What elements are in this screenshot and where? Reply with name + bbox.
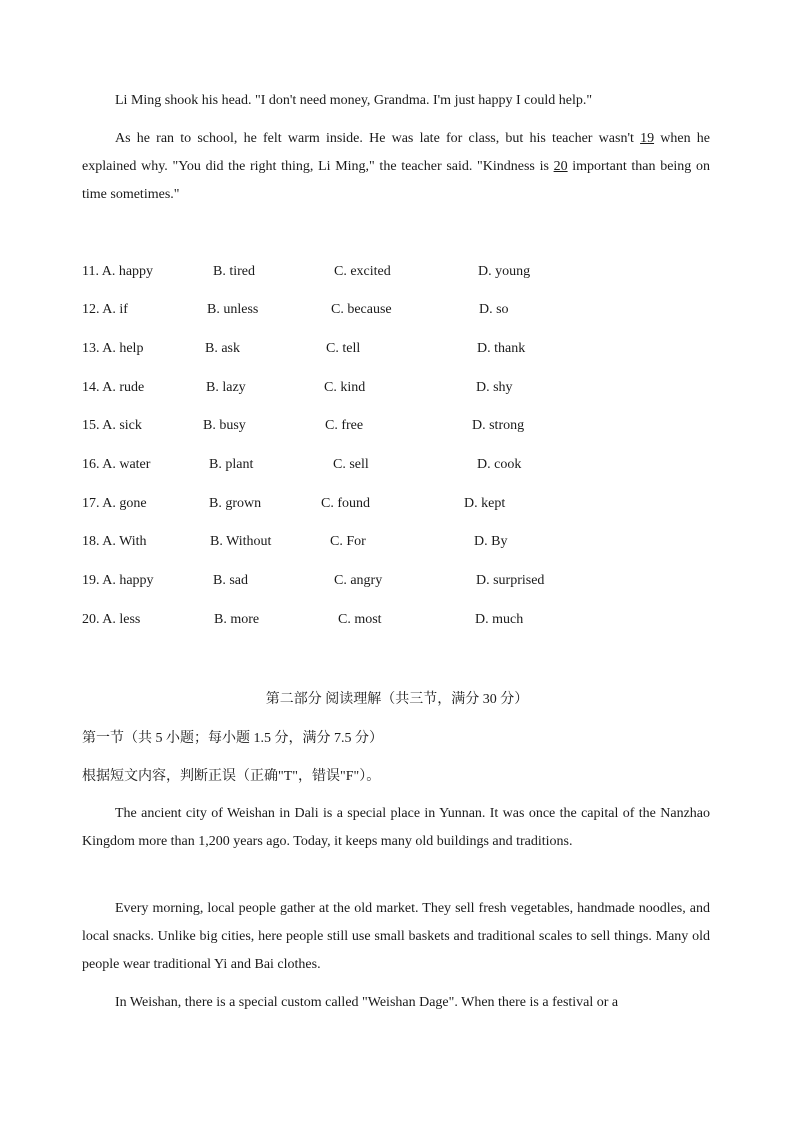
option-b: B. plant xyxy=(209,457,254,472)
option-a: 16. A. water xyxy=(82,457,151,472)
part2-title: 第二部分 阅读理解（共三节，满分 30 分） xyxy=(265,692,529,707)
passage-text: when he explained why. "You did the right thing, Li Ming," the teacher said. "Kindness is xyxy=(82,131,711,174)
passage-paragraph-2 xyxy=(82,125,710,209)
option-d: D. surprised xyxy=(476,573,545,588)
option-b: B. busy xyxy=(203,418,246,433)
option-c: C. angry xyxy=(334,573,383,588)
passage-paragraph-1: Li Ming shook his head. "I don't need money, Grandma. I'm just happy I could help." xyxy=(115,93,593,108)
option-c: C. found xyxy=(321,496,370,511)
section1-heading: 第一节（共 5 小题；每小题 1.5 分，满分 7.5 分） xyxy=(82,731,383,746)
option-c: C. because xyxy=(331,302,392,317)
blank-19: 19 xyxy=(640,131,655,146)
option-b: B. sad xyxy=(213,573,248,588)
option-d: D. young xyxy=(478,264,531,279)
option-a: 18. A. With xyxy=(82,534,147,549)
question-options xyxy=(0,457,794,477)
question-options xyxy=(0,612,794,632)
section1-instruction: 根据短文内容，判断正误（正确"T"，错误"F"）。 xyxy=(82,769,381,784)
option-a: 19. A. happy xyxy=(82,573,154,588)
question-options xyxy=(0,341,794,361)
option-a: 13. A. help xyxy=(82,341,144,356)
option-d: D. much xyxy=(475,612,524,627)
option-c: C. excited xyxy=(334,264,391,279)
option-b: B. grown xyxy=(209,496,262,511)
option-a: 11. A. happy xyxy=(82,264,154,279)
reading-paragraph-3: In Weishan, there is a special custom called "Weishan Dage". When there is a festival or a xyxy=(115,995,619,1010)
question-options xyxy=(0,380,794,400)
option-c: C. sell xyxy=(333,457,369,472)
option-a: 15. A. sick xyxy=(82,418,142,433)
option-a: 17. A. gone xyxy=(82,496,147,511)
option-c: C. free xyxy=(325,418,364,433)
question-options xyxy=(0,496,794,516)
option-c: C. most xyxy=(338,612,382,627)
option-d: D. shy xyxy=(476,380,513,395)
option-d: D. so xyxy=(479,302,509,317)
option-d: D. cook xyxy=(477,457,522,472)
option-b: B. Without xyxy=(210,534,272,549)
question-options xyxy=(0,302,794,322)
option-d: D. kept xyxy=(464,496,506,511)
reading-paragraph-2: Every morning, local people gather at the old market. They sell fresh vegetables, handmade noodles, and local snacks. Unlike big cities, here people still use small baskets and traditional scales to sell things. Many old people wear traditional Yi and Bai clothes. xyxy=(82,901,710,972)
option-b: B. unless xyxy=(207,302,259,317)
option-c: C. tell xyxy=(326,341,361,356)
option-c: C. kind xyxy=(324,380,366,395)
question-options xyxy=(0,534,794,554)
passage-text: As he ran to school, he felt warm inside. He was late for class, but his teacher wasn't xyxy=(115,131,641,146)
question-options xyxy=(0,573,794,593)
option-b: B. tired xyxy=(213,264,255,279)
option-b: B. ask xyxy=(205,341,240,356)
question-options xyxy=(0,418,794,438)
option-a: 14. A. rude xyxy=(82,380,145,395)
option-b: B. more xyxy=(214,612,260,627)
option-d: D. By xyxy=(474,534,508,549)
question-options xyxy=(0,264,794,284)
blank-20: 20 xyxy=(553,159,568,174)
option-d: D. strong xyxy=(472,418,525,433)
reading-paragraph-1: The ancient city of Weishan in Dali is a special place in Yunnan. It was once the capital of the Nanzhao Kingdom more than 1,200 years ago. Today, it keeps many old buildings and traditions. xyxy=(82,806,710,849)
passage-text: important than being on time sometimes." xyxy=(82,159,710,202)
option-d: D. thank xyxy=(477,341,526,356)
option-a: 20. A. less xyxy=(82,612,141,627)
option-b: B. lazy xyxy=(206,380,246,395)
option-a: 12. A. if xyxy=(82,302,128,317)
option-c: C. For xyxy=(330,534,366,549)
